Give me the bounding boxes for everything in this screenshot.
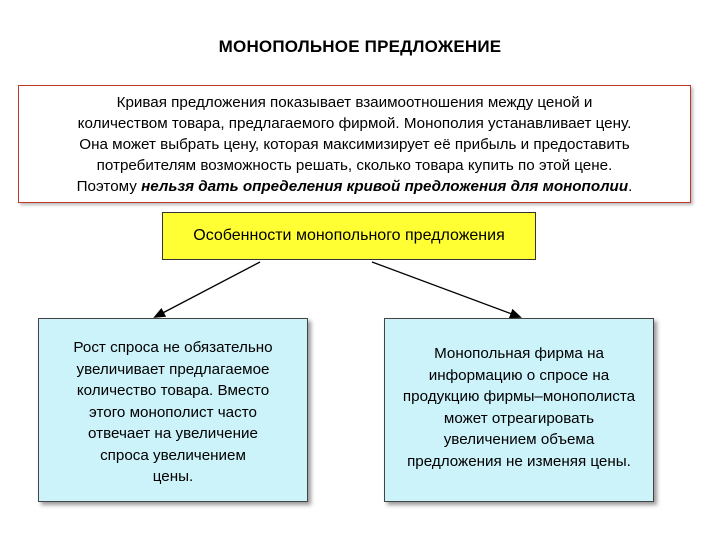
intro-last-prefix: Поэтому [76,178,142,195]
intro-line: Она может выбрать цену, которая максимизирует её прибыль и предоставить [79,136,630,153]
right-line: увеличением объема [443,431,595,448]
left-line: спроса увеличением [100,446,246,464]
left-box [38,318,308,502]
right-line: предложения не изменяя цены. [407,452,631,470]
page-title: МОНОПОЛЬНОЕ ПРЕДЛОЖЕНИЕ [218,37,502,56]
right-box [384,318,654,502]
intro-line: Кривая предложения показывает взаимоотношения между ценой и [116,94,593,111]
right-line: информацию о спросе на [428,366,610,384]
left-line: этого монополист часто [89,403,257,421]
intro-line: количеством товара, предлагаемого фирмой. Монополия устанавливает цену. [77,115,632,132]
intro-emphasis: нельзя дать определения кривой предложения для монополии [141,178,629,195]
intro-last-suffix: . [628,178,633,195]
arrow-right [372,262,520,317]
left-line: отвечает на увеличение [88,425,258,442]
center-label: Особенности монопольного предложения [193,227,505,244]
right-line: Монопольная фирма на [434,345,604,362]
right-line: продукцию фирмы–монополиста [402,388,636,405]
intro-line: потребителям возможность решать, сколько товара купить по этой цене. [96,157,613,174]
left-line: увеличивает предлагаемое [76,360,270,378]
left-line: количество товара. Вместо [76,382,270,399]
arrow-left [155,262,260,317]
right-line: может отреагировать [443,409,595,427]
left-line: Рост спроса не обязательно [73,339,273,356]
left-line: цены. [152,468,194,485]
